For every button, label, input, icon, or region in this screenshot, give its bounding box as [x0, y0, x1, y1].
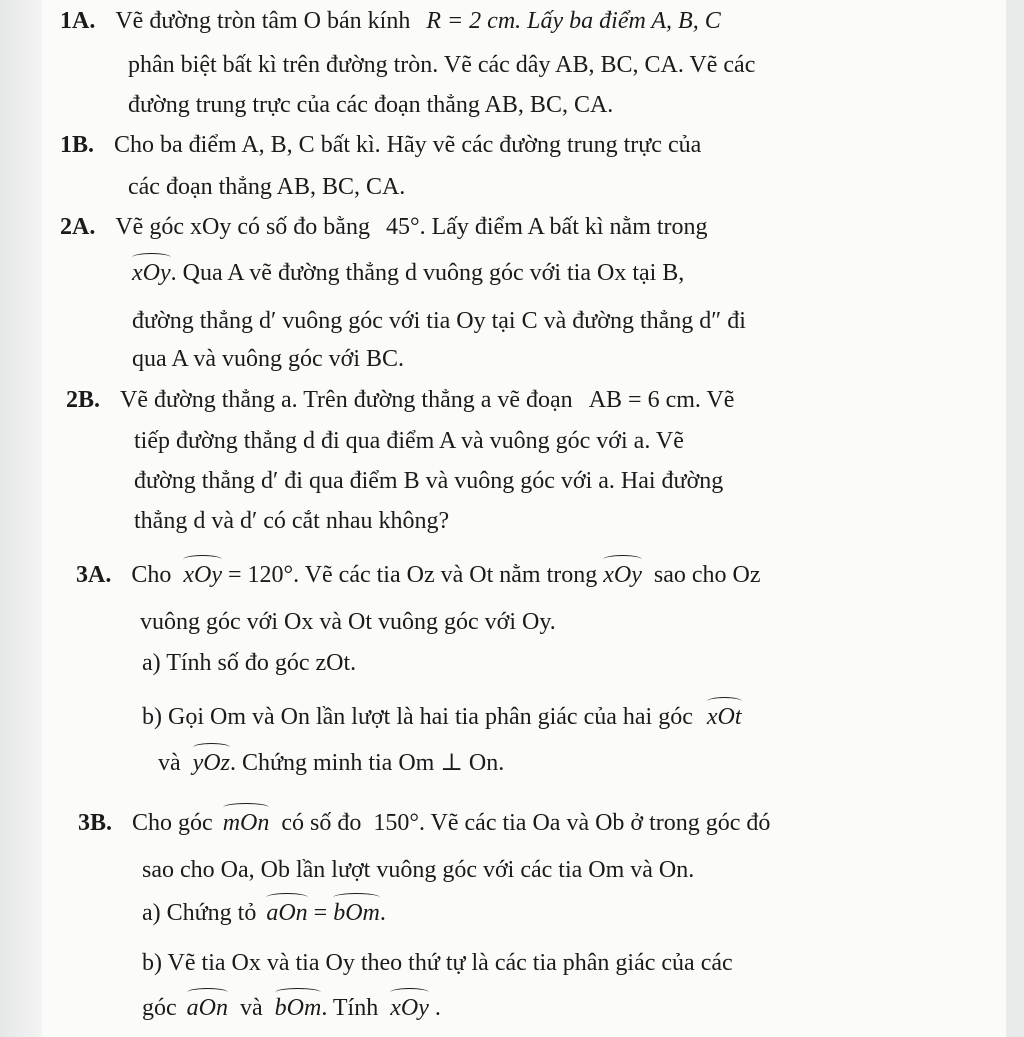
angle-xoy: xOy	[603, 562, 642, 588]
problem-2b-line-3: đường thẳng d′ đi qua điểm B và vuông góc với a. Hai đường	[134, 468, 724, 494]
page-edge-left	[0, 0, 42, 1037]
page-edge-right	[1006, 0, 1024, 1037]
problem-3a-line-1: 3A. Cho xOy = 120°. Vẽ các tia Oz và Ot nằm trong xOy sao cho Oz	[76, 562, 761, 588]
angle-bom: bOm	[274, 995, 322, 1021]
problem-3b-part-b-line-2: góc aOn và bOm. Tính xOy .	[142, 995, 441, 1021]
problem-1a-line-2: phân biệt bất kì trên đường tròn. Vẽ các dây AB, BC, CA. Vẽ các	[128, 52, 756, 78]
problem-1a-line-1: 1A. Vẽ đường tròn tâm O bán kính R = 2 cm. Lấy ba điểm A, B, C	[60, 8, 721, 34]
problem-2a-line-2: xOy. Qua A vẽ đường thẳng d vuông góc với tia Ox tại B,	[132, 260, 685, 286]
problem-2a-label: 2A.	[60, 214, 96, 240]
problem-3a-line-2: vuông góc với Ox và Ot vuông góc với Oy.	[140, 609, 556, 635]
problem-3b-label: 3B.	[78, 810, 113, 836]
problem-2a-line-4: qua A và vuông góc với BC.	[132, 346, 405, 372]
problem-3a-part-b-line-2: và yOz. Chứng minh tia Om ⊥ On.	[158, 750, 505, 776]
problem-3b-part-a: a) Chứng tỏ aOn = bOm.	[142, 900, 386, 926]
problem-3a-label: 3A.	[76, 562, 112, 588]
problem-2b-line-4: thẳng d và d′ có cắt nhau không?	[134, 508, 450, 534]
angle-xoy: xOy	[183, 562, 222, 588]
problem-1a-label: 1A.	[60, 8, 96, 34]
problem-3b-line-1: 3B. Cho góc mOn có số đo 150°. Vẽ các tia Oa và Ob ở trong góc đó	[78, 810, 771, 836]
problem-1a-line-3: đường trung trực của các đoạn thẳng AB, BC, CA.	[128, 92, 614, 118]
problem-2a-line-3: đường thẳng d′ vuông góc với tia Oy tại C và đường thẳng d″ đi	[132, 308, 746, 334]
problem-2b-line-1: 2B. Vẽ đường thẳng a. Trên đường thẳng a vẽ đoạn AB = 6 cm. Vẽ	[66, 387, 735, 413]
problem-2b-line-2: tiếp đường thẳng d đi qua điểm A và vuông góc với a. Vẽ	[134, 428, 684, 454]
angle-yoz: yOz	[192, 750, 230, 776]
angle-bom: bOm	[333, 900, 380, 926]
angle-xot: xOt	[706, 704, 742, 730]
problem-3a-part-a: a) Tính số đo góc zOt.	[142, 650, 357, 676]
problem-1b-label: 1B.	[60, 132, 95, 158]
angle-xoy: xOy	[390, 995, 429, 1021]
problem-2b-label: 2B.	[66, 387, 101, 413]
angle-aon: aOn	[186, 995, 228, 1021]
angle-xoy: xOy	[132, 260, 171, 286]
problem-3a-part-b-line-1: b) Gọi Om và On lần lượt là hai tia phân giác của hai góc xOt	[142, 704, 742, 730]
problem-3b-line-2: sao cho Oa, Ob lần lượt vuông góc với các tia Om và On.	[142, 857, 695, 883]
problem-1b-line-2: các đoạn thẳng AB, BC, CA.	[128, 174, 406, 200]
problem-2a-line-1: 2A. Vẽ góc xOy có số đo bằng 45°. Lấy điểm A bất kì nằm trong	[60, 214, 708, 240]
problem-1b-line-1: 1B. Cho ba điểm A, B, C bất kì. Hãy vẽ các đường trung trực của	[60, 132, 702, 158]
angle-aon: aOn	[266, 900, 308, 926]
angle-mon: mOn	[222, 810, 270, 836]
problem-3b-part-b-line-1: b) Vẽ tia Ox và tia Oy theo thứ tự là các tia phân giác của các	[142, 950, 733, 976]
